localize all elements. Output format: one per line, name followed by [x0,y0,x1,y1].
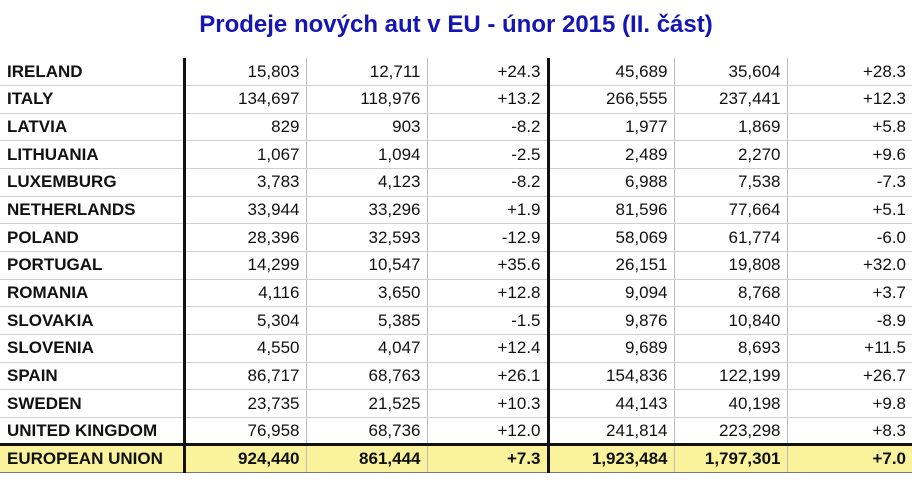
total-row [0,445,912,473]
table-row [0,251,912,279]
ytd-2015-cell: 9,689 [548,334,674,362]
table-body [0,58,912,473]
feb-2015-cell: 134,697 [184,86,306,114]
ytd-2015-cell: 44,143 [548,390,674,418]
ytd-2014-cell: 8,693 [674,334,787,362]
ytd-2014-cell: 19,808 [674,251,787,279]
ytd-2015-cell: 58,069 [548,224,674,252]
feb-2014-cell: 3,650 [306,279,427,307]
ytd-2015-cell: 241,814 [548,417,674,445]
ytd-change-cell: +8.3 [787,417,912,445]
feb-change-cell: -8.2 [427,113,548,141]
feb-change-cell: -2.5 [427,141,548,169]
table-row [0,390,912,418]
feb-2014-cell: 68,736 [306,417,427,445]
ytd-2014-cell: 8,768 [674,279,787,307]
table-row [0,58,912,86]
country-cell: EUROPEAN UNION [0,445,184,473]
table-row [0,279,912,307]
feb-change-cell: +35.6 [427,251,548,279]
feb-2014-cell: 12,711 [306,58,427,86]
feb-change-cell: +26.1 [427,362,548,390]
table-row [0,334,912,362]
feb-2014-cell: 33,296 [306,196,427,224]
table-row [0,417,912,445]
feb-2015-cell: 5,304 [184,307,306,335]
country-cell: ITALY [0,86,184,114]
feb-2014-cell: 10,547 [306,251,427,279]
feb-2014-cell: 68,763 [306,362,427,390]
table-row [0,224,912,252]
country-cell: SWEDEN [0,390,184,418]
ytd-change-cell: +32.0 [787,251,912,279]
ytd-change-cell: +28.3 [787,58,912,86]
country-cell: PORTUGAL [0,251,184,279]
feb-change-cell: +12.0 [427,417,548,445]
ytd-change-cell: +7.0 [787,445,912,473]
ytd-2015-cell: 6,988 [548,169,674,197]
feb-2015-cell: 15,803 [184,58,306,86]
feb-change-cell: +13.2 [427,86,548,114]
feb-change-cell: -1.5 [427,307,548,335]
ytd-2014-cell: 10,840 [674,307,787,335]
feb-change-cell: +24.3 [427,58,548,86]
country-cell: SLOVENIA [0,334,184,362]
feb-2015-cell: 14,299 [184,251,306,279]
ytd-change-cell: +5.1 [787,196,912,224]
country-cell: IRELAND [0,58,184,86]
ytd-2015-cell: 2,489 [548,141,674,169]
ytd-2014-cell: 1,797,301 [674,445,787,473]
feb-2015-cell: 86,717 [184,362,306,390]
feb-2015-cell: 1,067 [184,141,306,169]
ytd-2014-cell: 237,441 [674,86,787,114]
feb-2014-cell: 118,976 [306,86,427,114]
feb-change-cell: +12.8 [427,279,548,307]
feb-2015-cell: 23,735 [184,390,306,418]
feb-2014-cell: 4,047 [306,334,427,362]
ytd-2015-cell: 1,977 [548,113,674,141]
ytd-2015-cell: 81,596 [548,196,674,224]
sales-table-container [0,58,912,480]
ytd-2015-cell: 9,094 [548,279,674,307]
ytd-change-cell: +26.7 [787,362,912,390]
ytd-change-cell: +9.6 [787,141,912,169]
country-cell: LUXEMBURG [0,169,184,197]
feb-change-cell: -8.2 [427,169,548,197]
country-cell: ROMANIA [0,279,184,307]
ytd-2015-cell: 26,151 [548,251,674,279]
ytd-2014-cell: 35,604 [674,58,787,86]
table-row [0,141,912,169]
feb-2015-cell: 33,944 [184,196,306,224]
table-row [0,86,912,114]
ytd-2014-cell: 77,664 [674,196,787,224]
ytd-change-cell: -8.9 [787,307,912,335]
country-cell: LITHUANIA [0,141,184,169]
feb-change-cell: +7.3 [427,445,548,473]
table-row [0,169,912,197]
ytd-change-cell: -6.0 [787,224,912,252]
table-row [0,307,912,335]
page-title: Prodeje nových aut v EU - únor 2015 (II. část) [199,11,713,38]
feb-2015-cell: 28,396 [184,224,306,252]
table-row [0,196,912,224]
ytd-2014-cell: 40,198 [674,390,787,418]
ytd-2014-cell: 61,774 [674,224,787,252]
ytd-2015-cell: 1,923,484 [548,445,674,473]
feb-change-cell: -12.9 [427,224,548,252]
country-cell: SPAIN [0,362,184,390]
ytd-2014-cell: 1,869 [674,113,787,141]
feb-change-cell: +1.9 [427,196,548,224]
ytd-change-cell: +5.8 [787,113,912,141]
ytd-2015-cell: 9,876 [548,307,674,335]
ytd-2015-cell: 266,555 [548,86,674,114]
ytd-change-cell: +11.5 [787,334,912,362]
country-cell: LATVIA [0,113,184,141]
feb-change-cell: +10.3 [427,390,548,418]
feb-2015-cell: 76,958 [184,417,306,445]
feb-2014-cell: 861,444 [306,445,427,473]
country-cell: SLOVAKIA [0,307,184,335]
feb-2015-cell: 4,116 [184,279,306,307]
feb-2015-cell: 4,550 [184,334,306,362]
ytd-2015-cell: 45,689 [548,58,674,86]
feb-2014-cell: 1,094 [306,141,427,169]
ytd-change-cell: +9.8 [787,390,912,418]
ytd-2014-cell: 223,298 [674,417,787,445]
country-cell: UNITED KINGDOM [0,417,184,445]
ytd-change-cell: +3.7 [787,279,912,307]
feb-2015-cell: 829 [184,113,306,141]
ytd-change-cell: -7.3 [787,169,912,197]
feb-2014-cell: 4,123 [306,169,427,197]
ytd-change-cell: +12.3 [787,86,912,114]
feb-2015-cell: 924,440 [184,445,306,473]
feb-2014-cell: 32,593 [306,224,427,252]
ytd-2014-cell: 122,199 [674,362,787,390]
ytd-2014-cell: 2,270 [674,141,787,169]
feb-2014-cell: 903 [306,113,427,141]
country-cell: POLAND [0,224,184,252]
table-row [0,113,912,141]
feb-change-cell: +12.4 [427,334,548,362]
ytd-2014-cell: 7,538 [674,169,787,197]
country-cell: NETHERLANDS [0,196,184,224]
feb-2014-cell: 5,385 [306,307,427,335]
ytd-2015-cell: 154,836 [548,362,674,390]
feb-2015-cell: 3,783 [184,169,306,197]
feb-2014-cell: 21,525 [306,390,427,418]
table-row [0,362,912,390]
sales-table [0,58,912,473]
